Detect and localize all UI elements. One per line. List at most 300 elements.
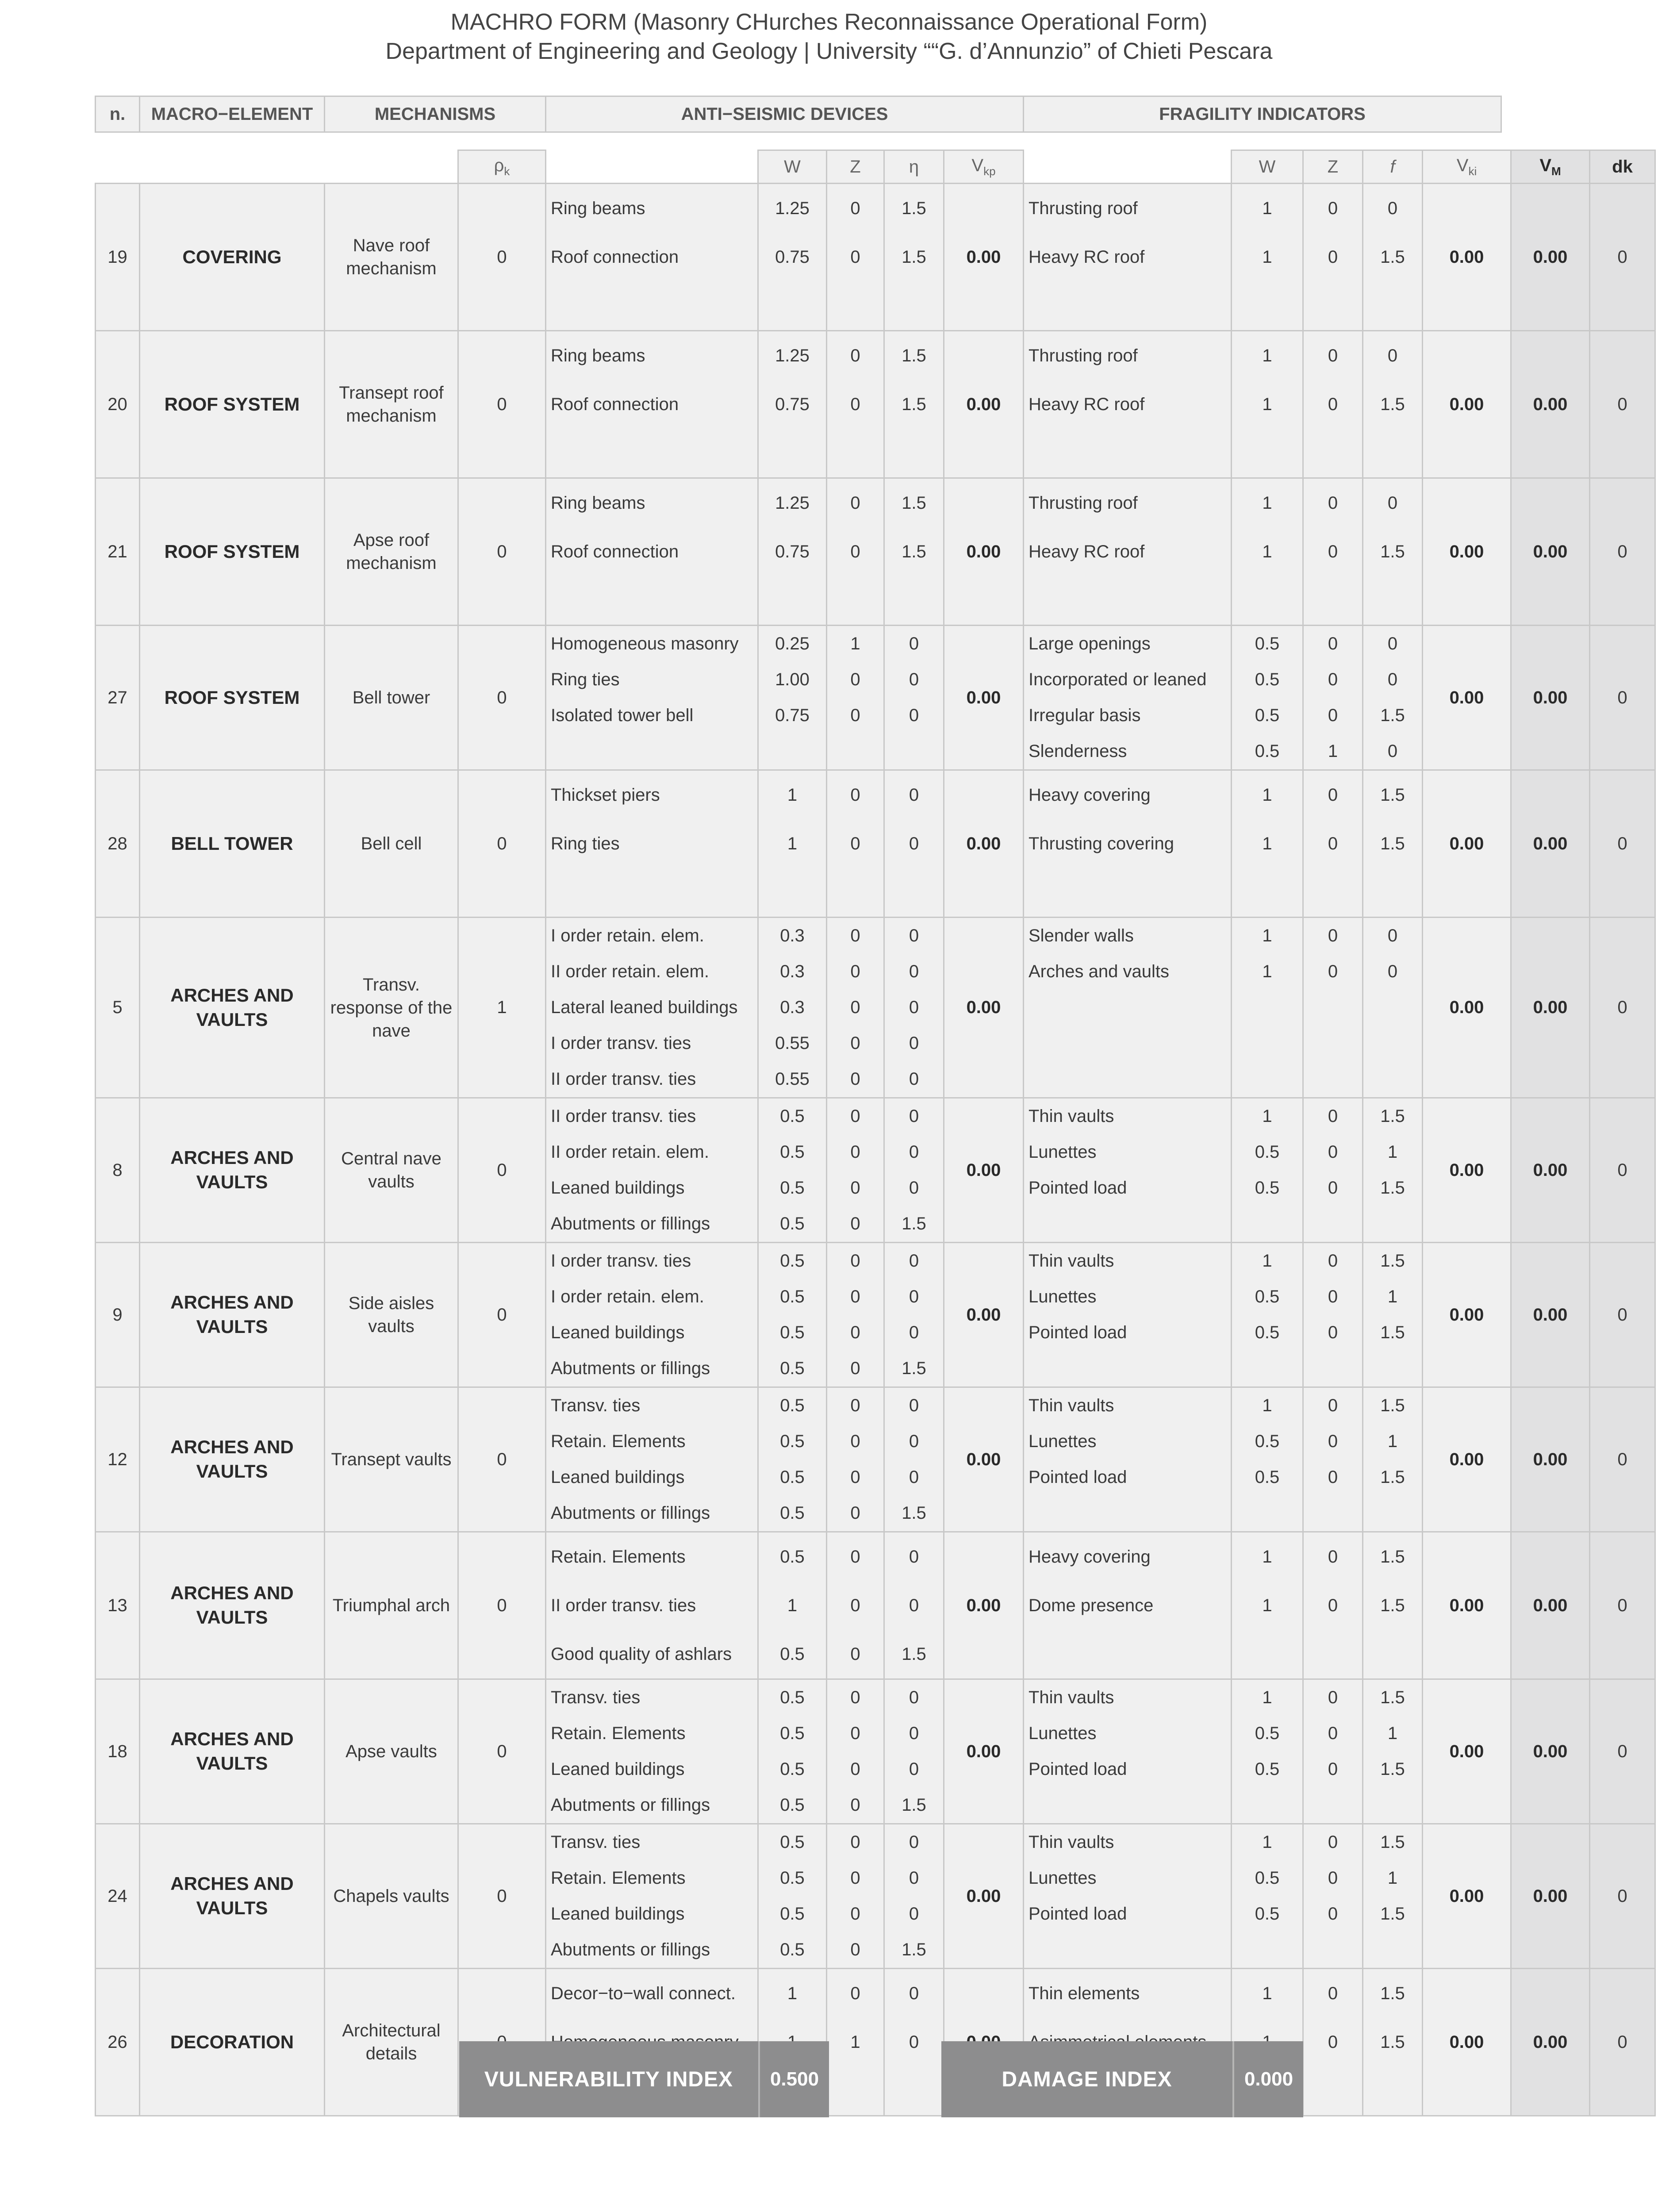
- fragility-z: 0: [1303, 662, 1363, 698]
- device-eta: 0: [884, 1134, 944, 1170]
- fragility-z: [1303, 2066, 1363, 2116]
- col-w: W: [758, 150, 827, 184]
- device-w: 1: [758, 819, 827, 868]
- fragility-indicator: Pointed load: [1024, 1751, 1232, 1787]
- fragility-indicator: Thin vaults: [1024, 1679, 1232, 1716]
- device-z: 0: [827, 1824, 884, 1861]
- fragility-z: [1303, 1025, 1363, 1061]
- device-eta: 0: [884, 954, 944, 990]
- device-w: 0.5: [758, 1459, 827, 1495]
- device-eta: 0: [884, 698, 944, 733]
- device-w: 0.3: [758, 954, 827, 990]
- fragility-w: 1: [1232, 380, 1303, 429]
- device-eta: 0: [884, 1061, 944, 1098]
- device-name: Roof connection: [546, 380, 758, 429]
- fragility-w: 0.5: [1232, 1896, 1303, 1932]
- fragility-f: [1363, 1025, 1423, 1061]
- table-row: [96, 184, 1655, 233]
- mechanism-number: 9: [96, 1243, 140, 1387]
- column-subheader: [96, 150, 1655, 184]
- fragility-f: 1.5: [1363, 1532, 1423, 1582]
- vkp-value: 0.00: [944, 1679, 1024, 1824]
- device-z: 1: [827, 626, 884, 662]
- fragility-indicator: [1024, 1206, 1232, 1243]
- fragility-f: 1: [1363, 1424, 1423, 1459]
- device-eta: 1.5: [884, 1351, 944, 1387]
- fragility-z: 0: [1303, 626, 1363, 662]
- dk-value: 0: [1590, 1969, 1655, 2116]
- table-row: [96, 1969, 1655, 2018]
- fragility-indicator: Thin vaults: [1024, 1824, 1232, 1861]
- col-dk: dk: [1590, 150, 1655, 184]
- macro-element: ARCHES AND VAULTS: [140, 918, 325, 1098]
- vulnerability-index-box: [459, 2041, 829, 2117]
- fragility-w: 0.5: [1232, 662, 1303, 698]
- fragility-w: [1232, 1206, 1303, 1243]
- device-z: 0: [827, 954, 884, 990]
- fragility-z: 0: [1303, 1969, 1363, 2018]
- fragility-z: 0: [1303, 478, 1363, 528]
- device-name: Decor−to−wall connect.: [546, 1969, 758, 2018]
- fragility-z: [1303, 1351, 1363, 1387]
- rho-k-value: 0: [458, 1387, 546, 1532]
- vki-value: 0.00: [1423, 1243, 1511, 1387]
- fragility-z: [1303, 1206, 1363, 1243]
- fragility-w: [1232, 1932, 1303, 1969]
- fragility-f: 0: [1363, 331, 1423, 380]
- fragility-indicator: [1024, 1351, 1232, 1387]
- vki-value: 0.00: [1423, 1098, 1511, 1243]
- device-w: 0.55: [758, 1061, 827, 1098]
- device-eta: [884, 868, 944, 918]
- vm-value: 0.00: [1511, 478, 1590, 626]
- fragility-w: 0.5: [1232, 1716, 1303, 1751]
- mechanism-name: Transv. response of the nave: [325, 918, 458, 1098]
- device-z: 1: [827, 2018, 884, 2066]
- fragility-f: 1.5: [1363, 1170, 1423, 1206]
- vm-value: 0.00: [1511, 1969, 1590, 2116]
- rho-k-value: 0: [458, 1824, 546, 1969]
- device-z: 0: [827, 990, 884, 1025]
- device-eta: 1.5: [884, 1495, 944, 1532]
- device-w: [758, 868, 827, 918]
- mechanism-name: Apse roof mechanism: [325, 478, 458, 626]
- fragility-indicator: Heavy RC roof: [1024, 233, 1232, 281]
- device-w: [758, 576, 827, 626]
- fragility-w: 1: [1232, 918, 1303, 954]
- rho-k-value: 0: [458, 626, 546, 770]
- fragility-z: 0: [1303, 1243, 1363, 1279]
- fragility-w: [1232, 990, 1303, 1025]
- fragility-indicator: Heavy RC roof: [1024, 527, 1232, 576]
- device-w: 0.5: [758, 1896, 827, 1932]
- device-w: 0.5: [758, 1170, 827, 1206]
- fragility-f: [1363, 1787, 1423, 1824]
- device-eta: 0: [884, 1679, 944, 1716]
- device-w: 1.00: [758, 662, 827, 698]
- fragility-f: [1363, 990, 1423, 1025]
- fragility-indicator: Irregular basis: [1024, 698, 1232, 733]
- fragility-f: 1.5: [1363, 1896, 1423, 1932]
- table-row: [96, 770, 1655, 820]
- device-z: 0: [827, 527, 884, 576]
- fragility-w: 0.5: [1232, 1315, 1303, 1351]
- fragility-indicator: Pointed load: [1024, 1896, 1232, 1932]
- mechanism-number: 12: [96, 1387, 140, 1532]
- fragility-f: 1.5: [1363, 233, 1423, 281]
- macro-element: ARCHES AND VAULTS: [140, 1532, 325, 1679]
- mechanism-number: 27: [96, 626, 140, 770]
- fragility-w: 1: [1232, 1243, 1303, 1279]
- device-name: Leaned buildings: [546, 1315, 758, 1351]
- device-z: 0: [827, 770, 884, 820]
- device-z: 0: [827, 1495, 884, 1532]
- fragility-z: 0: [1303, 1532, 1363, 1582]
- macro-element: ARCHES AND VAULTS: [140, 1679, 325, 1824]
- fragility-f: 1.5: [1363, 2018, 1423, 2066]
- fragility-f: 1.5: [1363, 1824, 1423, 1861]
- device-eta: 1.5: [884, 1206, 944, 1243]
- device-w: 1.25: [758, 478, 827, 528]
- fragility-w: [1232, 1495, 1303, 1532]
- mechanism-name: Transept roof mechanism: [325, 331, 458, 478]
- device-eta: 0: [884, 1170, 944, 1206]
- device-w: 0.5: [758, 1751, 827, 1787]
- device-z: 0: [827, 1896, 884, 1932]
- device-w: 0.5: [758, 1206, 827, 1243]
- device-name: [546, 733, 758, 770]
- vki-value: 0.00: [1423, 184, 1511, 331]
- device-name: Abutments or fillings: [546, 1351, 758, 1387]
- vm-value: 0.00: [1511, 331, 1590, 478]
- dk-value: 0: [1590, 1098, 1655, 1243]
- fragility-f: 1.5: [1363, 1098, 1423, 1135]
- fragility-w: 1: [1232, 1098, 1303, 1135]
- fragility-f: 1.5: [1363, 1243, 1423, 1279]
- vkp-value: 0.00: [944, 770, 1024, 918]
- fragility-f: 1.5: [1363, 1459, 1423, 1495]
- fragility-f: [1363, 1206, 1423, 1243]
- fragility-w: 0.5: [1232, 1860, 1303, 1896]
- fragility-z: 0: [1303, 1424, 1363, 1459]
- device-z: 0: [827, 380, 884, 429]
- fragility-indicator: [1024, 1025, 1232, 1061]
- fragility-f: 1.5: [1363, 819, 1423, 868]
- fragility-w: 1: [1232, 1532, 1303, 1582]
- mechanism-number: 18: [96, 1679, 140, 1824]
- device-name: I order transv. ties: [546, 1025, 758, 1061]
- vkp-value: 0.00: [944, 918, 1024, 1098]
- device-w: 0.5: [758, 1630, 827, 1679]
- dk-value: 0: [1590, 1532, 1655, 1679]
- mechanism-name: Side aisles vaults: [325, 1243, 458, 1387]
- device-name: Roof connection: [546, 527, 758, 576]
- fragility-indicator: [1024, 990, 1232, 1025]
- fragility-indicator: Lunettes: [1024, 1279, 1232, 1315]
- device-z: 0: [827, 1243, 884, 1279]
- device-name: II order transv. ties: [546, 1098, 758, 1135]
- fragility-indicator: Thin vaults: [1024, 1243, 1232, 1279]
- device-w: 0.5: [758, 1243, 827, 1279]
- vkp-value: 0.00: [944, 1532, 1024, 1679]
- device-z: 0: [827, 1679, 884, 1716]
- device-z: 0: [827, 1716, 884, 1751]
- table-row: [96, 1243, 1655, 1279]
- fragility-indicator: Large openings: [1024, 626, 1232, 662]
- vki-value: 0.00: [1423, 1532, 1511, 1679]
- device-eta: 0: [884, 1459, 944, 1495]
- device-z: 0: [827, 698, 884, 733]
- device-eta: [884, 2066, 944, 2116]
- device-z: [827, 2066, 884, 2116]
- fragility-z: 0: [1303, 770, 1363, 820]
- fragility-z: 0: [1303, 184, 1363, 233]
- macro-element: ROOF SYSTEM: [140, 626, 325, 770]
- fragility-f: 1.5: [1363, 1751, 1423, 1787]
- device-eta: [884, 429, 944, 478]
- fragility-f: 1: [1363, 1860, 1423, 1896]
- mechanism-number: 20: [96, 331, 140, 478]
- device-name: I order retain. elem.: [546, 1279, 758, 1315]
- device-name: Homogeneous masonry: [546, 626, 758, 662]
- col-eta: η: [884, 150, 944, 184]
- dk-value: 0: [1590, 1387, 1655, 1532]
- device-z: 0: [827, 1860, 884, 1896]
- mechanism-name: Bell cell: [325, 770, 458, 918]
- vm-value: 0.00: [1511, 918, 1590, 1098]
- device-name: Lateral leaned buildings: [546, 990, 758, 1025]
- fragility-indicator: Lunettes: [1024, 1860, 1232, 1896]
- device-eta: 0: [884, 990, 944, 1025]
- vkp-value: 0.00: [944, 184, 1024, 331]
- device-name: II order transv. ties: [546, 1581, 758, 1630]
- table-row: [96, 1679, 1655, 1716]
- vkp-value: 0.00: [944, 1098, 1024, 1243]
- device-w: [758, 429, 827, 478]
- fragility-f: [1363, 1932, 1423, 1969]
- fragility-indicator: Incorporated or leaned: [1024, 662, 1232, 698]
- fragility-w: 1: [1232, 1387, 1303, 1424]
- device-eta: 0: [884, 662, 944, 698]
- dk-value: 0: [1590, 478, 1655, 626]
- fragility-indicator: Thrusting covering: [1024, 819, 1232, 868]
- device-eta: [884, 281, 944, 331]
- device-eta: 0: [884, 770, 944, 820]
- fragility-indicator: Heavy RC roof: [1024, 380, 1232, 429]
- device-z: 0: [827, 1351, 884, 1387]
- fragility-z: 0: [1303, 1459, 1363, 1495]
- dk-value: 0: [1590, 184, 1655, 331]
- device-w: 0.5: [758, 1315, 827, 1351]
- device-name: II order retain. elem.: [546, 1134, 758, 1170]
- fragility-w: 0.5: [1232, 1424, 1303, 1459]
- device-z: 0: [827, 1751, 884, 1787]
- vki-value: 0.00: [1423, 331, 1511, 478]
- col-fw: W: [1232, 150, 1303, 184]
- device-name: Transv. ties: [546, 1824, 758, 1861]
- fragility-w: [1232, 429, 1303, 478]
- fragility-w: 1: [1232, 819, 1303, 868]
- device-eta: 1.5: [884, 1630, 944, 1679]
- vm-value: 0.00: [1511, 1098, 1590, 1243]
- rho-k-value: 0: [458, 1243, 546, 1387]
- macro-element: ROOF SYSTEM: [140, 331, 325, 478]
- device-eta: 1.5: [884, 331, 944, 380]
- col-fz: Z: [1303, 150, 1363, 184]
- fragility-indicator: Thin vaults: [1024, 1387, 1232, 1424]
- device-eta: 0: [884, 1751, 944, 1787]
- mechanism-name: Transept vaults: [325, 1387, 458, 1532]
- vki-value: 0.00: [1423, 770, 1511, 918]
- device-w: 0.5: [758, 1387, 827, 1424]
- fragility-f: 1.5: [1363, 1315, 1423, 1351]
- fragility-w: [1232, 1630, 1303, 1679]
- fragility-indicator: Lunettes: [1024, 1716, 1232, 1751]
- header-n: n.: [96, 96, 140, 132]
- fragility-indicator: Lunettes: [1024, 1424, 1232, 1459]
- header-anti-seismic-devices: ANTI−SEISMIC DEVICES: [546, 96, 1024, 132]
- device-eta: 0: [884, 1098, 944, 1135]
- device-z: 0: [827, 819, 884, 868]
- fragility-indicator: Thin elements: [1024, 1969, 1232, 2018]
- vki-value: 0.00: [1423, 918, 1511, 1098]
- fragility-indicator: Lunettes: [1024, 1134, 1232, 1170]
- vm-value: 0.00: [1511, 184, 1590, 331]
- vki-value: 0.00: [1423, 1387, 1511, 1532]
- device-w: [758, 733, 827, 770]
- fragility-w: 0.5: [1232, 1279, 1303, 1315]
- device-name: Ring ties: [546, 819, 758, 868]
- table-row: [96, 1387, 1655, 1424]
- fragility-f: 1.5: [1363, 1581, 1423, 1630]
- fragility-f: 0: [1363, 626, 1423, 662]
- device-eta: 0: [884, 2018, 944, 2066]
- fragility-w: 1: [1232, 233, 1303, 281]
- device-eta: 0: [884, 626, 944, 662]
- dk-value: 0: [1590, 1824, 1655, 1969]
- rho-k-value: 0: [458, 1679, 546, 1824]
- table-row: [96, 478, 1655, 528]
- fragility-z: 0: [1303, 1315, 1363, 1351]
- fragility-indicator: Pointed load: [1024, 1315, 1232, 1351]
- fragility-z: 0: [1303, 1098, 1363, 1135]
- fragility-w: 0.5: [1232, 1459, 1303, 1495]
- fragility-z: 0: [1303, 819, 1363, 868]
- col-rho: $\rho_k$: [458, 150, 546, 184]
- dk-value: 0: [1590, 1679, 1655, 1824]
- device-name: Ring beams: [546, 184, 758, 233]
- assessment-table: [95, 150, 1656, 2116]
- device-w: 1.25: [758, 331, 827, 380]
- device-name: Retain. Elements: [546, 1532, 758, 1582]
- fragility-indicator: Arches and vaults: [1024, 954, 1232, 990]
- device-z: 0: [827, 662, 884, 698]
- fragility-z: 0: [1303, 1860, 1363, 1896]
- device-w: 0.75: [758, 380, 827, 429]
- device-z: [827, 868, 884, 918]
- fragility-w: 0.5: [1232, 1134, 1303, 1170]
- rho-k-value: 0: [458, 770, 546, 918]
- fragility-w: [1232, 281, 1303, 331]
- vkp-value: 0.00: [944, 1243, 1024, 1387]
- mechanism-name: Triumphal arch: [325, 1532, 458, 1679]
- damage-index-label: DAMAGE INDEX: [941, 2041, 1232, 2117]
- device-name: Leaned buildings: [546, 1751, 758, 1787]
- fragility-w: 0.5: [1232, 1170, 1303, 1206]
- device-name: Roof connection: [546, 233, 758, 281]
- device-name: Retain. Elements: [546, 1716, 758, 1751]
- fragility-f: [1363, 281, 1423, 331]
- macro-element: DECORATION: [140, 1969, 325, 2116]
- fragility-f: [1363, 429, 1423, 478]
- device-w: 1: [758, 770, 827, 820]
- vm-value: 0.00: [1511, 1387, 1590, 1532]
- fragility-indicator: [1024, 429, 1232, 478]
- device-w: 0.75: [758, 527, 827, 576]
- device-w: 0.75: [758, 698, 827, 733]
- fragility-f: 0: [1363, 918, 1423, 954]
- fragility-indicator: [1024, 1787, 1232, 1824]
- device-w: 0.5: [758, 1134, 827, 1170]
- device-z: 0: [827, 1630, 884, 1679]
- device-w: 0.5: [758, 1679, 827, 1716]
- fragility-z: 0: [1303, 380, 1363, 429]
- device-z: 0: [827, 1098, 884, 1135]
- fragility-indicator: Heavy covering: [1024, 770, 1232, 820]
- device-name: Abutments or fillings: [546, 1206, 758, 1243]
- fragility-z: 0: [1303, 1387, 1363, 1424]
- rho-k-value: 0: [458, 331, 546, 478]
- fragility-w: 1: [1232, 478, 1303, 528]
- device-eta: 0: [884, 1243, 944, 1279]
- device-eta: 0: [884, 1532, 944, 1582]
- fragility-z: [1303, 281, 1363, 331]
- fragility-indicator: Pointed load: [1024, 1459, 1232, 1495]
- fragility-f: [1363, 1630, 1423, 1679]
- device-eta: 1.5: [884, 233, 944, 281]
- device-eta: 1.5: [884, 380, 944, 429]
- mechanism-number: 5: [96, 918, 140, 1098]
- fragility-z: 0: [1303, 954, 1363, 990]
- device-name: Abutments or fillings: [546, 1787, 758, 1824]
- device-eta: 1.5: [884, 527, 944, 576]
- fragility-z: 0: [1303, 331, 1363, 380]
- col-vki: $V_{ki}$: [1423, 150, 1511, 184]
- device-w: 0.5: [758, 1532, 827, 1582]
- dk-value: 0: [1590, 331, 1655, 478]
- device-name: [546, 576, 758, 626]
- fragility-f: 1.5: [1363, 698, 1423, 733]
- vm-value: 0.00: [1511, 1679, 1590, 1824]
- device-eta: 0: [884, 1581, 944, 1630]
- vm-value: 0.00: [1511, 770, 1590, 918]
- fragility-f: [1363, 576, 1423, 626]
- device-eta: [884, 733, 944, 770]
- fragility-indicator: [1024, 1630, 1232, 1679]
- fragility-z: 0: [1303, 1581, 1363, 1630]
- mechanism-name: Nave roof mechanism: [325, 184, 458, 331]
- dk-value: 0: [1590, 918, 1655, 1098]
- fragility-indicator: Thin vaults: [1024, 1098, 1232, 1135]
- device-eta: 0: [884, 1387, 944, 1424]
- fragility-indicator: Heavy covering: [1024, 1532, 1232, 1582]
- col-f: f: [1363, 150, 1423, 184]
- fragility-f: 0: [1363, 733, 1423, 770]
- device-name: [546, 429, 758, 478]
- device-w: 0.5: [758, 1716, 827, 1751]
- fragility-indicator: Slenderness: [1024, 733, 1232, 770]
- damage-index-value: 0.000: [1232, 2041, 1303, 2117]
